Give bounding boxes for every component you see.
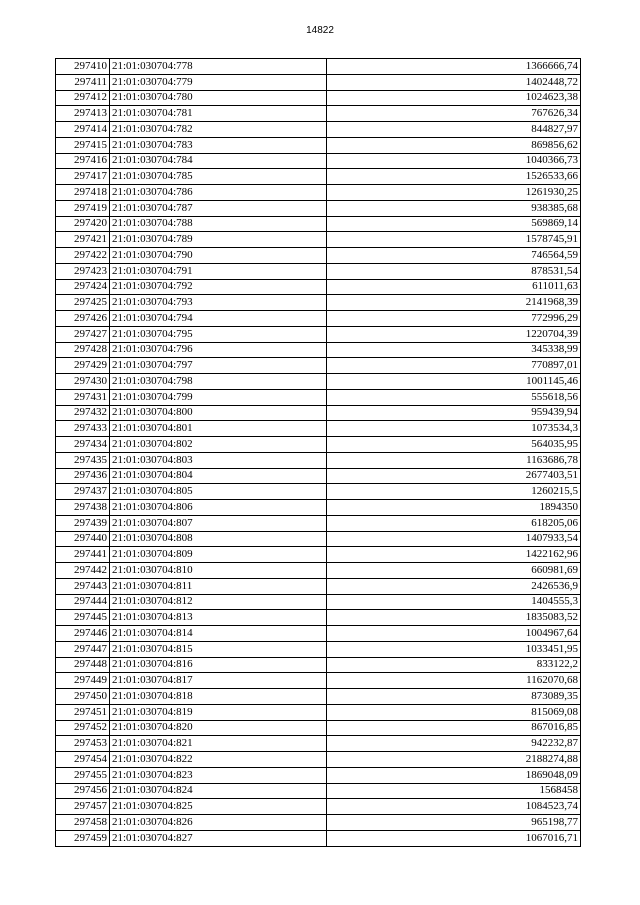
cadastral-value-cell: 1163686,78 xyxy=(327,452,581,468)
row-number-cell: 297423 xyxy=(56,263,110,279)
cadastral-number-cell: 21:01:030704:786 xyxy=(110,185,327,201)
table-row xyxy=(56,90,581,106)
table-row xyxy=(56,389,581,405)
cadastral-value-cell: 1073534,3 xyxy=(327,421,581,437)
cadastral-number-cell: 21:01:030704:804 xyxy=(110,468,327,484)
row-number-cell: 297443 xyxy=(56,578,110,594)
cadastral-value-cell: 867016,85 xyxy=(327,720,581,736)
cadastral-value-cell: 555618,56 xyxy=(327,389,581,405)
cadastral-number-cell: 21:01:030704:778 xyxy=(110,59,327,75)
cadastral-value-cell: 873089,35 xyxy=(327,689,581,705)
table-row xyxy=(56,279,581,295)
row-number-cell: 297416 xyxy=(56,153,110,169)
cadastral-number-cell: 21:01:030704:797 xyxy=(110,358,327,374)
cadastral-value-cell: 1067016,71 xyxy=(327,830,581,846)
row-number-cell: 297449 xyxy=(56,673,110,689)
table-row xyxy=(56,704,581,720)
row-number-cell: 297432 xyxy=(56,405,110,421)
table-row xyxy=(56,437,581,453)
table-row xyxy=(56,169,581,185)
cadastral-number-cell: 21:01:030704:810 xyxy=(110,563,327,579)
row-number-cell: 297439 xyxy=(56,515,110,531)
page-number: 14822 xyxy=(306,25,334,36)
cadastral-number-cell: 21:01:030704:821 xyxy=(110,736,327,752)
cadastral-number-cell: 21:01:030704:807 xyxy=(110,515,327,531)
table-row xyxy=(56,515,581,531)
row-number-cell: 297441 xyxy=(56,547,110,563)
table-row xyxy=(56,153,581,169)
table-row xyxy=(56,358,581,374)
cadastral-value-cell: 1407933,54 xyxy=(327,531,581,547)
row-number-cell: 297417 xyxy=(56,169,110,185)
cadastral-number-cell: 21:01:030704:782 xyxy=(110,122,327,138)
row-number-cell: 297437 xyxy=(56,484,110,500)
table-row xyxy=(56,106,581,122)
cadastral-value-cell: 1040366,73 xyxy=(327,153,581,169)
row-number-cell: 297455 xyxy=(56,767,110,783)
cadastral-number-cell: 21:01:030704:812 xyxy=(110,594,327,610)
cadastral-number-cell: 21:01:030704:783 xyxy=(110,137,327,153)
cadastral-number-cell: 21:01:030704:780 xyxy=(110,90,327,106)
cadastral-value-cell: 746564,59 xyxy=(327,248,581,264)
cadastral-number-cell: 21:01:030704:813 xyxy=(110,610,327,626)
cadastral-number-cell: 21:01:030704:816 xyxy=(110,657,327,673)
cadastral-number-cell: 21:01:030704:806 xyxy=(110,500,327,516)
row-number-cell: 297450 xyxy=(56,689,110,705)
cadastral-value-cell: 767626,34 xyxy=(327,106,581,122)
cadastral-value-cell: 1033451,95 xyxy=(327,641,581,657)
row-number-cell: 297427 xyxy=(56,326,110,342)
cadastral-number-cell: 21:01:030704:779 xyxy=(110,74,327,90)
cadastral-value-cell: 1835083,52 xyxy=(327,610,581,626)
cadastral-number-cell: 21:01:030704:827 xyxy=(110,830,327,846)
row-number-cell: 297435 xyxy=(56,452,110,468)
cadastral-number-cell: 21:01:030704:808 xyxy=(110,531,327,547)
row-number-cell: 297418 xyxy=(56,185,110,201)
row-number-cell: 297429 xyxy=(56,358,110,374)
cadastral-value-cell: 1526533,66 xyxy=(327,169,581,185)
table-row xyxy=(56,248,581,264)
cadastral-number-cell: 21:01:030704:792 xyxy=(110,279,327,295)
cadastral-value-cell: 1402448,72 xyxy=(327,74,581,90)
cadastral-number-cell: 21:01:030704:798 xyxy=(110,374,327,390)
cadastral-number-cell: 21:01:030704:824 xyxy=(110,783,327,799)
cadastral-value-cell: 965198,77 xyxy=(327,815,581,831)
cadastral-value-cell: 2426536,9 xyxy=(327,578,581,594)
cadastral-number-cell: 21:01:030704:787 xyxy=(110,200,327,216)
cadastral-number-cell: 21:01:030704:811 xyxy=(110,578,327,594)
table-row xyxy=(56,610,581,626)
table-row xyxy=(56,689,581,705)
cadastral-value-cell: 611011,63 xyxy=(327,279,581,295)
table-row xyxy=(56,342,581,358)
cadastral-value-cell: 660981,69 xyxy=(327,563,581,579)
cadastral-value-cell: 942232,87 xyxy=(327,736,581,752)
cadastral-value-cell: 1260215,5 xyxy=(327,484,581,500)
cadastral-value-cell: 1568458 xyxy=(327,783,581,799)
table-row xyxy=(56,815,581,831)
row-number-cell: 297444 xyxy=(56,594,110,610)
table-row xyxy=(56,232,581,248)
cadastral-number-cell: 21:01:030704:791 xyxy=(110,263,327,279)
cadastral-number-cell: 21:01:030704:822 xyxy=(110,752,327,768)
cadastral-value-cell: 869856,62 xyxy=(327,137,581,153)
table-row xyxy=(56,484,581,500)
table-row xyxy=(56,405,581,421)
row-number-cell: 297431 xyxy=(56,389,110,405)
cadastral-number-cell: 21:01:030704:788 xyxy=(110,216,327,232)
cadastral-number-cell: 21:01:030704:793 xyxy=(110,295,327,311)
table-row xyxy=(56,752,581,768)
table-row xyxy=(56,452,581,468)
row-number-cell: 297410 xyxy=(56,59,110,75)
cadastral-number-cell: 21:01:030704:802 xyxy=(110,437,327,453)
cadastral-number-cell: 21:01:030704:805 xyxy=(110,484,327,500)
cadastral-value-cell: 1004967,64 xyxy=(327,626,581,642)
row-number-cell: 297428 xyxy=(56,342,110,358)
row-number-cell: 297457 xyxy=(56,799,110,815)
row-number-cell: 297459 xyxy=(56,830,110,846)
table-row xyxy=(56,799,581,815)
row-number-cell: 297413 xyxy=(56,106,110,122)
cadastral-number-cell: 21:01:030704:826 xyxy=(110,815,327,831)
row-number-cell: 297430 xyxy=(56,374,110,390)
cadastral-value-cell: 878531,54 xyxy=(327,263,581,279)
row-number-cell: 297434 xyxy=(56,437,110,453)
row-number-cell: 297447 xyxy=(56,641,110,657)
table-row xyxy=(56,657,581,673)
row-number-cell: 297420 xyxy=(56,216,110,232)
cadastral-value-cell: 1366666,74 xyxy=(327,59,581,75)
cadastral-value-cell: 1894350 xyxy=(327,500,581,516)
cadastral-value-cell: 1220704,39 xyxy=(327,326,581,342)
cadastral-value-cell: 2677403,51 xyxy=(327,468,581,484)
row-number-cell: 297414 xyxy=(56,122,110,138)
row-number-cell: 297425 xyxy=(56,295,110,311)
cadastral-value-cell: 772996,29 xyxy=(327,311,581,327)
row-number-cell: 297421 xyxy=(56,232,110,248)
table-row xyxy=(56,641,581,657)
table-row xyxy=(56,74,581,90)
cadastral-number-cell: 21:01:030704:781 xyxy=(110,106,327,122)
cadastral-number-cell: 21:01:030704:784 xyxy=(110,153,327,169)
table-row xyxy=(56,311,581,327)
table-row xyxy=(56,137,581,153)
cadastral-value-cell: 1162070,68 xyxy=(327,673,581,689)
table-row xyxy=(56,594,581,610)
row-number-cell: 297442 xyxy=(56,563,110,579)
table-row xyxy=(56,59,581,75)
table-row xyxy=(56,185,581,201)
cadastral-number-cell: 21:01:030704:820 xyxy=(110,720,327,736)
cadastral-number-cell: 21:01:030704:815 xyxy=(110,641,327,657)
cadastral-value-cell: 2188274,88 xyxy=(327,752,581,768)
table-row xyxy=(56,720,581,736)
table-row xyxy=(56,783,581,799)
cadastral-number-cell: 21:01:030704:790 xyxy=(110,248,327,264)
table-row xyxy=(56,830,581,846)
cadastral-value-cell: 564035,95 xyxy=(327,437,581,453)
cadastral-value-cell: 1024623,38 xyxy=(327,90,581,106)
row-number-cell: 297412 xyxy=(56,90,110,106)
table-row xyxy=(56,263,581,279)
cadastral-value-cell: 618205,06 xyxy=(327,515,581,531)
row-number-cell: 297445 xyxy=(56,610,110,626)
table-row xyxy=(56,563,581,579)
row-number-cell: 297458 xyxy=(56,815,110,831)
row-number-cell: 297436 xyxy=(56,468,110,484)
table-row xyxy=(56,736,581,752)
cadastral-value-cell: 844827,97 xyxy=(327,122,581,138)
cadastral-value-cell: 1422162,96 xyxy=(327,547,581,563)
table-row xyxy=(56,547,581,563)
cadastral-number-cell: 21:01:030704:814 xyxy=(110,626,327,642)
cadastral-number-cell: 21:01:030704:809 xyxy=(110,547,327,563)
table-row xyxy=(56,216,581,232)
cadastral-number-cell: 21:01:030704:795 xyxy=(110,326,327,342)
cadastral-value-table xyxy=(55,58,581,847)
table-row xyxy=(56,295,581,311)
table-row xyxy=(56,531,581,547)
row-number-cell: 297451 xyxy=(56,704,110,720)
cadastral-number-cell: 21:01:030704:801 xyxy=(110,421,327,437)
cadastral-value-cell: 1578745,91 xyxy=(327,232,581,248)
row-number-cell: 297415 xyxy=(56,137,110,153)
cadastral-value-cell: 569869,14 xyxy=(327,216,581,232)
cadastral-number-cell: 21:01:030704:800 xyxy=(110,405,327,421)
row-number-cell: 297454 xyxy=(56,752,110,768)
cadastral-number-cell: 21:01:030704:819 xyxy=(110,704,327,720)
cadastral-value-cell: 1001145,46 xyxy=(327,374,581,390)
cadastral-number-cell: 21:01:030704:818 xyxy=(110,689,327,705)
row-number-cell: 297456 xyxy=(56,783,110,799)
cadastral-number-cell: 21:01:030704:785 xyxy=(110,169,327,185)
row-number-cell: 297446 xyxy=(56,626,110,642)
row-number-cell: 297453 xyxy=(56,736,110,752)
cadastral-number-cell: 21:01:030704:796 xyxy=(110,342,327,358)
table-row xyxy=(56,578,581,594)
table-row xyxy=(56,626,581,642)
table-row xyxy=(56,122,581,138)
cadastral-number-cell: 21:01:030704:789 xyxy=(110,232,327,248)
row-number-cell: 297422 xyxy=(56,248,110,264)
table-row xyxy=(56,767,581,783)
table-row xyxy=(56,374,581,390)
cadastral-number-cell: 21:01:030704:794 xyxy=(110,311,327,327)
cadastral-number-cell: 21:01:030704:817 xyxy=(110,673,327,689)
cadastral-value-cell: 1404555,3 xyxy=(327,594,581,610)
cadastral-value-cell: 770897,01 xyxy=(327,358,581,374)
row-number-cell: 297448 xyxy=(56,657,110,673)
cadastral-number-cell: 21:01:030704:823 xyxy=(110,767,327,783)
row-number-cell: 297433 xyxy=(56,421,110,437)
row-number-cell: 297440 xyxy=(56,531,110,547)
cadastral-value-cell: 833122,2 xyxy=(327,657,581,673)
table-row xyxy=(56,421,581,437)
cadastral-value-cell: 815069,08 xyxy=(327,704,581,720)
table-row xyxy=(56,200,581,216)
row-number-cell: 297419 xyxy=(56,200,110,216)
cadastral-value-cell: 1084523,74 xyxy=(327,799,581,815)
cadastral-number-cell: 21:01:030704:803 xyxy=(110,452,327,468)
row-number-cell: 297411 xyxy=(56,74,110,90)
row-number-cell: 297424 xyxy=(56,279,110,295)
table-body xyxy=(56,59,581,847)
table-row xyxy=(56,326,581,342)
cadastral-number-cell: 21:01:030704:825 xyxy=(110,799,327,815)
cadastral-value-cell: 1869048,09 xyxy=(327,767,581,783)
row-number-cell: 297438 xyxy=(56,500,110,516)
row-number-cell: 297426 xyxy=(56,311,110,327)
cadastral-value-cell: 959439,94 xyxy=(327,405,581,421)
cadastral-value-cell: 938385,68 xyxy=(327,200,581,216)
cadastral-value-cell: 2141968,39 xyxy=(327,295,581,311)
row-number-cell: 297452 xyxy=(56,720,110,736)
cadastral-value-cell: 1261930,25 xyxy=(327,185,581,201)
cadastral-number-cell: 21:01:030704:799 xyxy=(110,389,327,405)
cadastral-value-cell: 345338,99 xyxy=(327,342,581,358)
table-row xyxy=(56,500,581,516)
table-row xyxy=(56,468,581,484)
table-row xyxy=(56,673,581,689)
